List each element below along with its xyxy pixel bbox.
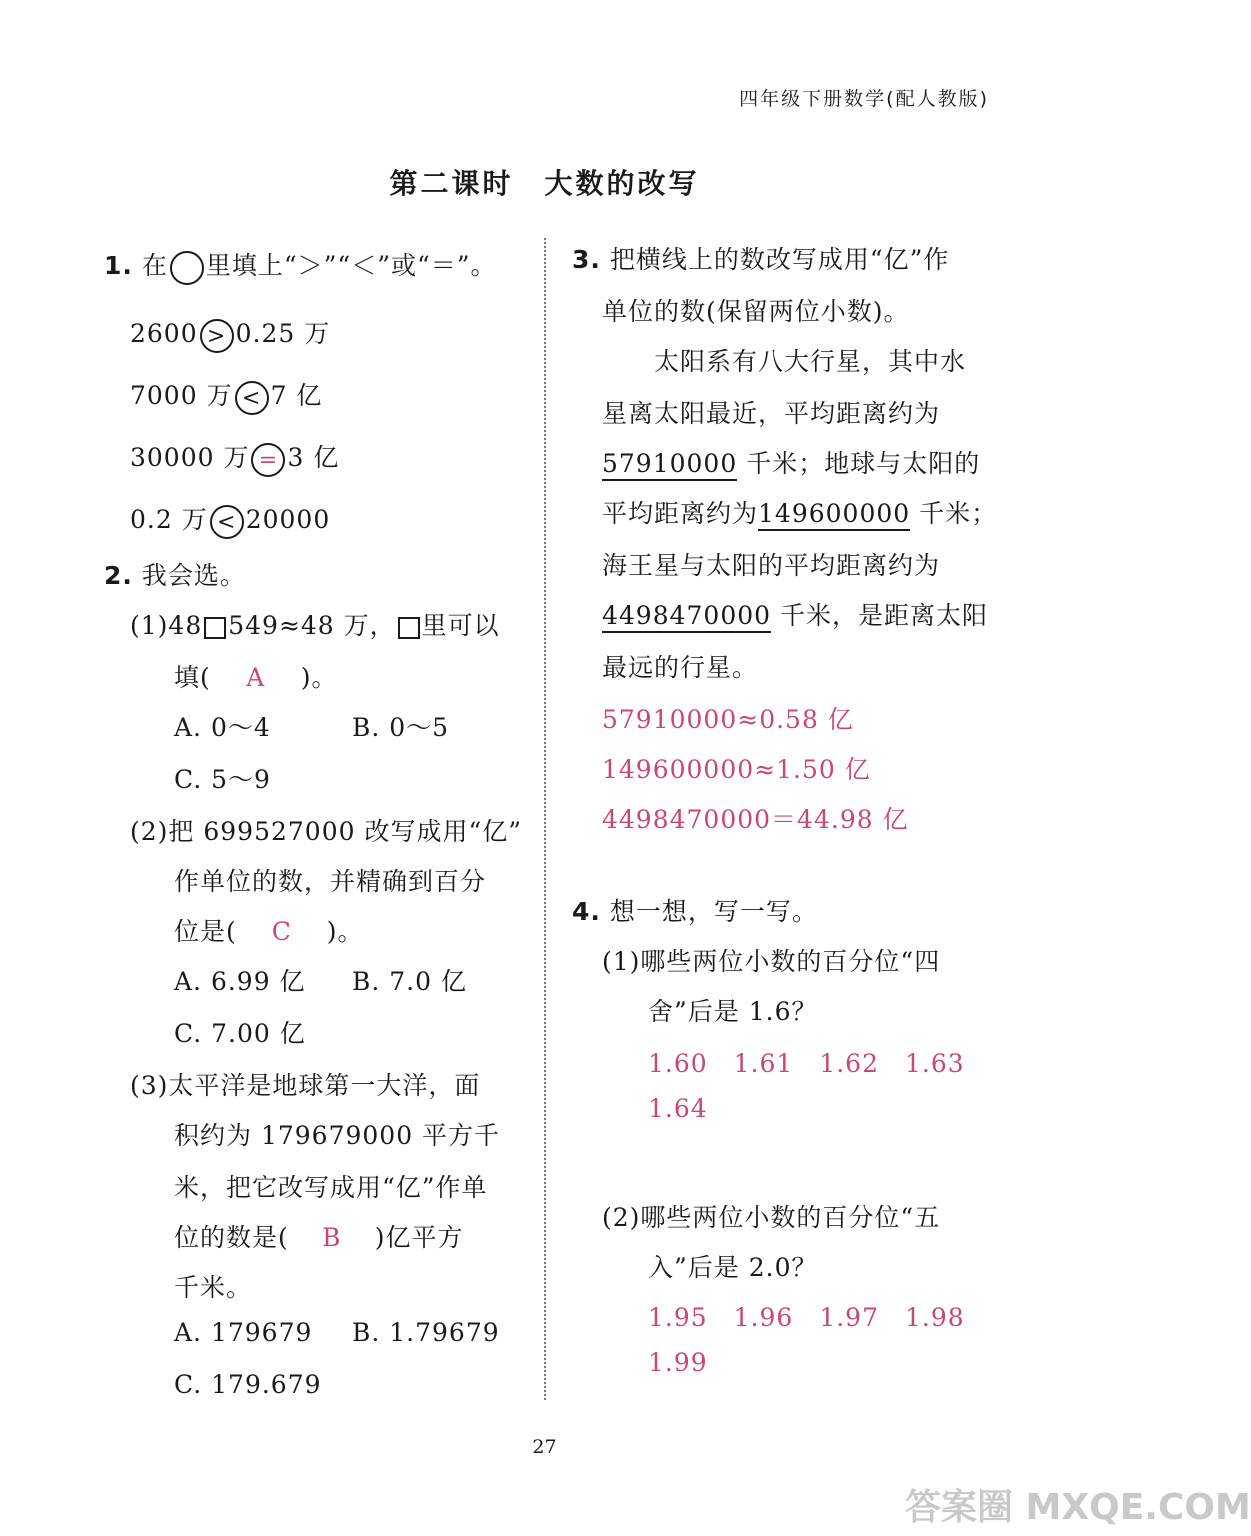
- q3-answer-1[interactable]: 57910000≈0.58 亿: [602, 705, 854, 734]
- q3-answer-3[interactable]: 4498470000＝44.98 亿: [602, 805, 909, 834]
- q2-p3-blank-close: )亿平方: [374, 1223, 464, 1252]
- page-header: 四年级下册数学(配人教版): [739, 88, 989, 110]
- q2-p3-blank-open: 位的数是(: [174, 1223, 289, 1252]
- q4-number: 4.: [572, 897, 601, 926]
- q2-stem: [104, 556, 246, 592]
- q3-line5: [602, 444, 980, 480]
- q4-stem: [572, 892, 818, 928]
- q2-p2-line3: [174, 912, 364, 948]
- page-number: 27: [532, 1436, 557, 1458]
- q2-p1-text-b: 549≈48 万，: [228, 611, 396, 640]
- q1-item-4: [130, 500, 330, 539]
- q1-item-right: 3 亿: [287, 443, 340, 472]
- q2-p1-text-a: (1)48: [130, 611, 203, 640]
- q1-stem-b: 里填上“＞”“＜”或“＝”。: [205, 251, 497, 280]
- q3-line1: [572, 240, 949, 276]
- q2-p2-opt-a: A. 6.99 亿: [174, 967, 306, 996]
- q2-p3-answer[interactable]: B: [322, 1223, 342, 1252]
- q4-p1-answer-1[interactable]: 1.60 1.61 1.62 1.63: [648, 1049, 965, 1078]
- q1-item-left: 0.2 万: [130, 505, 208, 534]
- q1-item-1: [130, 314, 330, 353]
- blank-square-icon: [398, 617, 420, 639]
- q1-item-left: 7000 万: [130, 381, 233, 410]
- q3-underlined-number: 57910000: [602, 449, 737, 481]
- q2-p3-line3: 米，把它改写成用“亿”作单: [174, 1173, 488, 1202]
- q2-p1-blank-open: 填(: [174, 663, 211, 692]
- q2-p2-answer[interactable]: C: [271, 917, 292, 946]
- compare-circle[interactable]: =: [251, 443, 285, 477]
- q2-p1-opt-a: A. 0～4: [174, 713, 271, 742]
- q2-p3-line1: (3)太平洋是地球第一大洋，面: [130, 1071, 481, 1100]
- q4-stem-text: 想一想，写一写。: [609, 897, 818, 926]
- q3-line8-text: 千米，是距离太阳: [771, 601, 989, 630]
- blank-square-icon: [204, 617, 226, 639]
- q1-item-right: 0.25 万: [235, 319, 331, 348]
- q2-p1-answer[interactable]: A: [246, 663, 266, 692]
- q2-p2-opt-c: C. 7.00 亿: [174, 1019, 306, 1048]
- q2-p1-opt-c: C. 5～9: [174, 765, 271, 794]
- q2-p3-line5: 千米。: [174, 1273, 253, 1302]
- watermark-logo: 答案圈 MXQE.COM: [905, 1487, 1251, 1528]
- q3-line7: 海王星与太阳的平均距离约为: [602, 551, 941, 580]
- q2-p3-line2: 积约为 179679000 平方千: [174, 1121, 501, 1150]
- q3-line5-text: 千米；地球与太阳的: [737, 449, 981, 478]
- q1-item-right: 20000: [245, 505, 331, 534]
- q3-line4: 星离太阳最近，平均距离约为: [602, 399, 941, 428]
- q2-p2-line2: 作单位的数，并精确到百分: [174, 867, 487, 896]
- q2-stem-text: 我会选。: [141, 561, 246, 590]
- q1-stem-a: 在: [141, 251, 168, 280]
- q1-item-3: [130, 438, 339, 477]
- q1-item-right: 7 亿: [270, 381, 323, 410]
- q4-p1-line2: 舍”后是 1.6？: [648, 997, 818, 1026]
- q2-p3-line4: [174, 1218, 464, 1254]
- q3-line8: [602, 596, 988, 632]
- q3-line3: 太阳系有八大行星，其中水: [654, 347, 967, 376]
- q2-p3-opt-a: A. 179679: [174, 1318, 313, 1347]
- lesson-title: 第二课时 大数的改写: [389, 167, 700, 200]
- q3-underlined-number: 149600000: [758, 499, 910, 531]
- q3-stem-text: 把横线上的数改写成用“亿”作: [609, 245, 950, 274]
- q2-p2-line1: (2)把 699527000 改写成用“亿”: [130, 817, 523, 846]
- q3-number: 3.: [572, 245, 601, 274]
- q4-p1-line1: (1)哪些两位小数的百分位“四: [602, 947, 941, 976]
- q4-p2-answer-1[interactable]: 1.95 1.96 1.97 1.98: [648, 1303, 965, 1332]
- q2-p3-opt-b: B. 1.79679: [352, 1318, 500, 1347]
- empty-circle-icon: [170, 251, 204, 285]
- compare-circle[interactable]: <: [235, 381, 269, 415]
- q1-item-left: 2600: [130, 319, 198, 348]
- q2-p2-opt-b: B. 7.0 亿: [352, 967, 467, 996]
- q3-line6: [602, 494, 997, 530]
- q2-p1-text-c: 里可以: [421, 611, 500, 640]
- q2-p1-line2: [174, 658, 338, 694]
- q1-item-left: 30000 万: [130, 443, 250, 472]
- q3-answer-2[interactable]: 149600000≈1.50 亿: [602, 755, 871, 784]
- q3-line6-text-b: 千米；: [910, 499, 998, 528]
- q2-p3-opt-c: C. 179.679: [174, 1370, 322, 1399]
- q3-underlined-number: 4498470000: [602, 601, 771, 633]
- q1-number: 1.: [104, 251, 133, 280]
- q4-p2-line2: 入”后是 2.0？: [648, 1253, 818, 1282]
- q2-p2-blank-close: )。: [326, 917, 364, 946]
- q1-item-2: [130, 376, 322, 415]
- q4-p1-answer-2[interactable]: 1.64: [648, 1094, 708, 1123]
- q4-p2-answer-2[interactable]: 1.99: [648, 1348, 708, 1377]
- q3-line9: 最远的行星。: [602, 653, 759, 682]
- q2-p1-blank-close: )。: [300, 663, 338, 692]
- q2-p2-blank-open: 位是(: [174, 917, 237, 946]
- q4-p2-line1: (2)哪些两位小数的百分位“五: [602, 1203, 941, 1232]
- compare-circle[interactable]: >: [200, 319, 234, 353]
- q2-p1-opt-b: B. 0～5: [352, 713, 450, 742]
- q3-line6-text-a: 平均距离约为: [602, 499, 759, 528]
- q2-p1-line1: [130, 606, 500, 642]
- q3-line2: 单位的数(保留两位小数)。: [602, 297, 910, 326]
- compare-circle[interactable]: <: [210, 505, 244, 539]
- q2-number: 2.: [104, 561, 133, 590]
- q1-stem: [104, 246, 497, 285]
- column-divider: [544, 238, 546, 1400]
